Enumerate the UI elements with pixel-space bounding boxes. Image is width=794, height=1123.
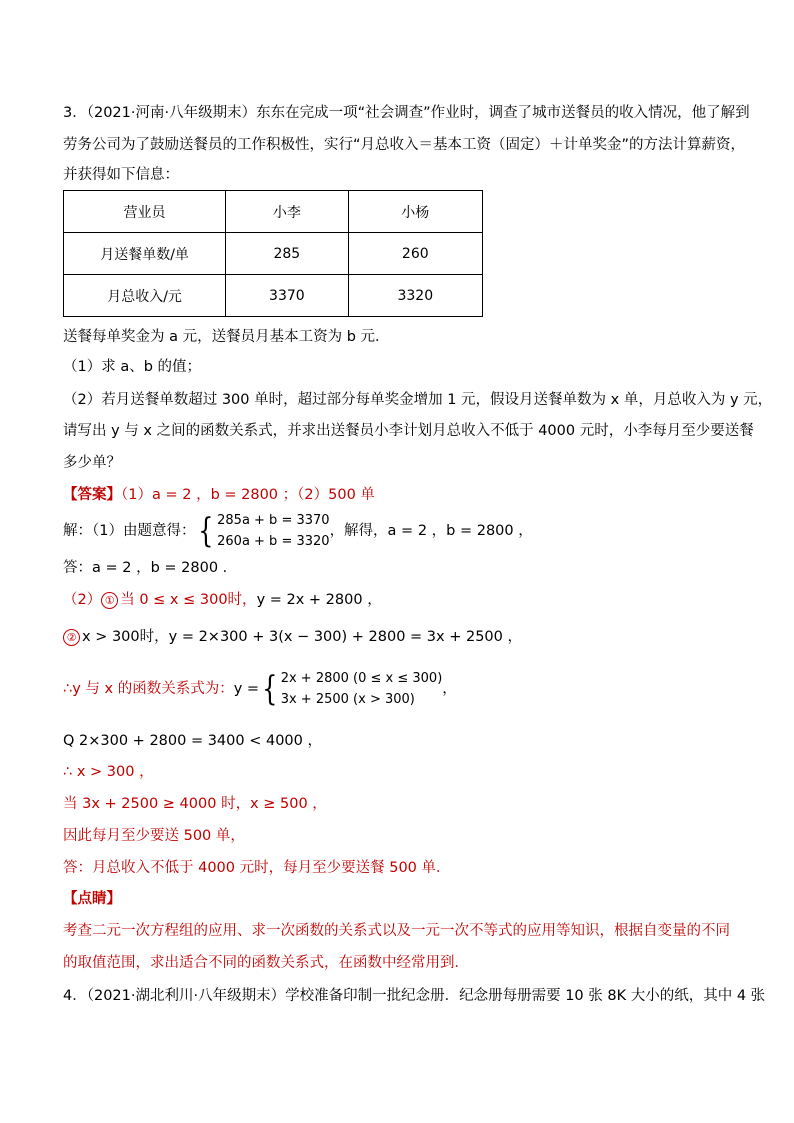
function-suffix: ， (442, 681, 457, 697)
answer-part-1: 答：a = 2 ，b = 2800 ． (63, 560, 238, 576)
q4-line-1: 4．（2021·湖北利川·八年级期末）学校准备印制一批纪念册．纪念册每册需要 10 张 8K 大小的纸，其中 4 张 (63, 988, 766, 1004)
case-2-line (63, 627, 522, 647)
q3-part-2-line-1: （2）若月送餐单数超过 300 单时，超过部分每单奖金增加 1 元，假设月送餐单数为 x 单，月总收入为 y 元， (63, 392, 773, 408)
table-cell: 3320 (348, 275, 482, 317)
hence-line: 因此每月至少要送 500 单， (63, 828, 245, 844)
function-prefix: ∴y 与 x 的函数关系式为： (63, 681, 234, 697)
q3-part-2-line-2: 请写出 y 与 x 之间的函数关系式，并求出送餐员小李计划月总收入不低于 4000 元时，小李每月至少要送餐 (63, 423, 754, 439)
table-cell: 260 (348, 233, 482, 275)
answer-text: （1）a = 2 ，b = 2800 ；（2）500 单 (121, 487, 375, 503)
equation-1: 285a + b = 3370 (217, 513, 330, 528)
q3-line-3: 并获得如下信息： (63, 167, 179, 183)
equation-2: 260a + b = 3320 (217, 534, 330, 549)
answer-label: 【答案】 (63, 487, 121, 503)
function-y: y = (233, 681, 260, 697)
circled-one-icon: ① (101, 592, 118, 609)
case-2-text: x > 300时，y = 2×300 + 3(x − 300) + 2800 = 3x + 2500 ， (82, 629, 522, 645)
case-1-line (63, 590, 382, 610)
table-header-row (64, 191, 483, 233)
comment-line-2: 的取值范围，求出适合不同的函数关系式，在函数中经常用到． (63, 955, 469, 971)
table-row (64, 275, 483, 317)
q3-after-table: 送餐每单奖金为 a 元，送餐员月基本工资为 b 元． (63, 329, 390, 345)
therefore-line: ∴ x > 300 ， (63, 764, 154, 780)
solution-prefix: 解：（1）由题意得： (63, 523, 196, 539)
table-cell: 285 (226, 233, 348, 275)
left-brace-icon: { (262, 669, 278, 709)
case-1-prefix: （2） (63, 592, 102, 608)
comment-line-1: 考查二元一次方程组的应用、求一次函数的关系式以及一元一次不等式的应用等知识，根据自变量的不同 (63, 923, 730, 939)
table-header-cell: 小杨 (348, 191, 482, 233)
table-cell: 月送餐单数/单 (64, 233, 226, 275)
q3-part-1: （1）求 a、b 的值； (63, 359, 202, 375)
function-line (63, 668, 457, 710)
solution-suffix: ，解得，a = 2 ，b = 2800 ， (329, 523, 533, 539)
table-cell: 月总收入/元 (64, 275, 226, 317)
circled-two-icon: ② (63, 629, 80, 646)
solution-system-line (63, 510, 533, 552)
piece-2: 3x + 2500 (x > 300) (280, 692, 415, 707)
table-header-cell: 小李 (226, 191, 348, 233)
final-answer-line: 答：月总收入不低于 4000 元时，每月至少要送餐 500 单． (63, 860, 451, 876)
income-table (63, 190, 483, 317)
case-1-text: 当 0 ≤ x ≤ 300时， (120, 592, 257, 608)
piece-1: 2x + 2800 (0 ≤ x ≤ 300) (280, 671, 443, 686)
q3-line-2: 劳务公司为了鼓励送餐员的工作积极性，实行“月总收入＝基本工资（固定）＋计单奖金”的方法计算薪资， (63, 137, 746, 153)
table-header-cell: 营业员 (64, 191, 226, 233)
equation-system (217, 510, 329, 552)
answer-line (63, 485, 375, 505)
q3-line-1: 3．（2021·河南·八年级期末）东东在完成一项“社会调查”作业时，调查了城市送餐员的收入情况，他了解到 (63, 105, 750, 121)
case-1-formula: y = 2x + 2800 ， (256, 592, 382, 608)
check-line: Q 2×300 + 2800 = 3400 < 4000 ， (63, 733, 322, 749)
when-line: 当 3x + 2500 ≥ 4000 时，x ≥ 500 ， (63, 796, 327, 812)
left-brace-icon: { (198, 511, 214, 551)
table-row (64, 233, 483, 275)
table-cell: 3370 (226, 275, 348, 317)
comment-label: 【点睛】 (63, 891, 121, 907)
piecewise-function (281, 668, 443, 710)
q3-part-2-line-3: 多少单？ (63, 455, 121, 471)
